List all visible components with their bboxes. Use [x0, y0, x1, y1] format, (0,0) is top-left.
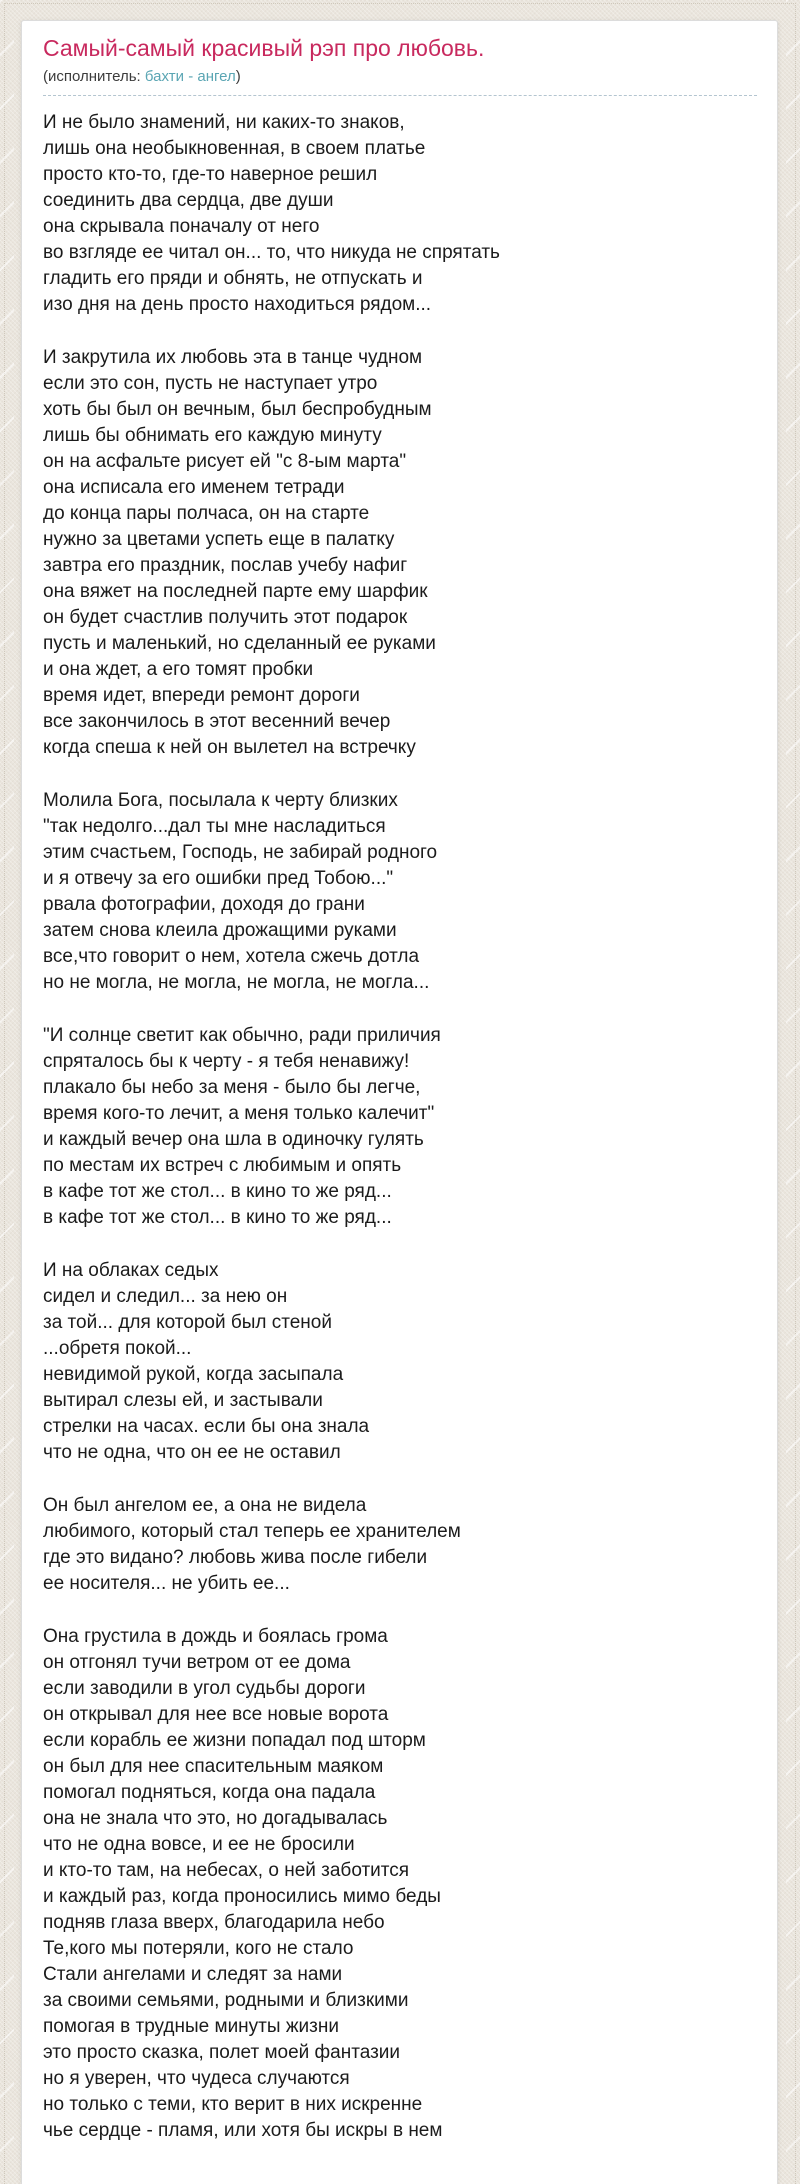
- lyrics-line: время кого-то лечит, а меня только калечит": [43, 1103, 435, 1124]
- lyrics-line: она исписала его именем тетради: [43, 477, 345, 498]
- lyrics-line: лишь она необыкновенная, в своем платье: [43, 138, 426, 159]
- lyrics-line: в кафе тот же стол... в кино то же ряд...: [43, 1207, 392, 1228]
- lyrics-line: но я уверен, что чудеса случаются: [43, 2068, 350, 2089]
- lyrics-line: если это сон, пусть не наступает утро: [43, 373, 378, 394]
- lyrics-stanza: [43, 1023, 757, 1231]
- content-panel: [21, 20, 778, 2184]
- performer-row: [43, 68, 757, 96]
- lyrics-line: подняв глаза вверх, благодарила небо: [43, 1912, 385, 1933]
- lyrics-line: и кто-то там, на небесах, о ней заботится: [43, 1860, 410, 1881]
- lyrics-line: плакало бы небо за меня - было бы легче,: [43, 1077, 421, 1098]
- lyrics-line: пусть и маленький, но сделанный ее руками: [43, 633, 436, 654]
- lyrics-stanza: [43, 345, 757, 761]
- lyrics-line: он на асфальте рисует ей "с 8-ым марта": [43, 451, 407, 472]
- lyrics-line: по местам их встреч с любимым и опять: [43, 1155, 402, 1176]
- lyrics-line: помогал подняться, когда она падала: [43, 1782, 376, 1803]
- lyrics-line: он был для нее спасительным маяком: [43, 1756, 384, 1777]
- song-title: Самый-самый красивый рэп про любовь.: [43, 35, 485, 61]
- lyrics-line: гладить его пряди и обнять, не отпускать и: [43, 268, 423, 289]
- left-edge-texture: [0, 0, 14, 2184]
- lyrics-line: невидимой рукой, когда засыпала: [43, 1364, 344, 1385]
- lyrics-line: и она ждет, а его томят пробки: [43, 659, 314, 680]
- lyrics-line: и каждый вечер она шла в одиночку гулять: [43, 1129, 424, 1150]
- lyrics-line: просто кто-то, где-то наверное решил: [43, 164, 378, 185]
- lyrics-line: за той... для которой был стеной: [43, 1312, 332, 1333]
- lyrics-line: если заводили в угол судьбы дороги: [43, 1678, 366, 1699]
- performer-link[interactable]: бахти - ангел: [144, 68, 236, 85]
- lyrics-stanza: [43, 788, 757, 996]
- lyrics-text: [43, 110, 757, 2144]
- lyrics-line: в кафе тот же стол... в кино то же ряд...: [43, 1181, 392, 1202]
- lyrics-line: И на облаках седых: [43, 1260, 219, 1281]
- lyrics-line: она вяжет на последней парте ему шарфик: [43, 581, 428, 602]
- lyrics-line: Молила Бога, посылала к черту близких: [43, 790, 398, 811]
- lyrics-line: но только с теми, кто верит в них искренне: [43, 2094, 423, 2115]
- lyrics-line: ...обретя покой...: [43, 1338, 192, 1359]
- lyrics-line: что не одна вовсе, и ее не бросили: [43, 1834, 355, 1855]
- lyrics-line: Стали ангелами и следят за нами: [43, 1964, 343, 1985]
- lyrics-stanza: [43, 1258, 757, 1466]
- lyrics-line: соединить два сердца, две души: [43, 190, 334, 211]
- performer-close-paren: ): [235, 68, 241, 85]
- lyrics-line: Она грустила в дождь и боялась грома: [43, 1626, 388, 1647]
- lyrics-line: этим счастьем, Господь, не забирай родного: [43, 842, 438, 863]
- lyrics-line: Те,кого мы потеряли, кого не стало: [43, 1938, 354, 1959]
- lyrics-line: и каждый раз, когда проносились мимо беды: [43, 1886, 441, 1907]
- lyrics-line: все,что говорит о нем, хотела сжечь дотла: [43, 946, 420, 967]
- lyrics-line: любимого, который стал теперь ее хранителем: [43, 1521, 461, 1542]
- lyrics-line: он будет счастлив получить этот подарок: [43, 607, 408, 628]
- lyrics-line: завтра его праздник, послав учебу нафиг: [43, 555, 408, 576]
- lyrics-line: Он был ангелом ее, а она не видела: [43, 1495, 367, 1516]
- lyrics-line: во взгляде ее читал он... то, что никуда не спрятать: [43, 242, 500, 263]
- lyrics-line: когда спеша к ней он вылетел на встречку: [43, 737, 416, 758]
- lyrics-line: все закончилось в этот весенний вечер: [43, 711, 391, 732]
- lyrics-line: лишь бы обнимать его каждую минуту: [43, 425, 382, 446]
- lyrics-line: "так недолго...дал ты мне насладиться: [43, 816, 386, 837]
- lyrics-line: вытирал слезы ей, и застывали: [43, 1390, 323, 1411]
- lyrics-line: она не знала что это, но догадывалась: [43, 1808, 388, 1829]
- lyrics-line: что не одна, что он ее не оставил: [43, 1442, 341, 1463]
- lyrics-line: он отгонял тучи ветром от ее дома: [43, 1652, 351, 1673]
- lyrics-stanza: [43, 110, 757, 318]
- lyrics-line: она скрывала поначалу от него: [43, 216, 320, 237]
- lyrics-line: и я отвечу за его ошибки пред Тобою...": [43, 868, 394, 889]
- lyrics-line: но не могла, не могла, не могла, не могла...: [43, 972, 430, 993]
- lyrics-line: И не было знамений, ни каких-то знаков,: [43, 112, 405, 133]
- lyrics-line: хоть бы был он вечным, был беспробудным: [43, 399, 432, 420]
- right-edge-texture: [786, 0, 800, 2184]
- lyrics-line: спряталось бы к черту - я тебя ненавижу!: [43, 1051, 410, 1072]
- lyrics-line: рвала фотографии, доходя до грани: [43, 894, 365, 915]
- lyrics-stanza: [43, 1624, 757, 2144]
- lyrics-line: ее носителя... не убить ее...: [43, 1573, 290, 1594]
- lyrics-line: где это видано? любовь жива после гибели: [43, 1547, 428, 1568]
- lyrics-line: сидел и следил... за нею он: [43, 1286, 288, 1307]
- performer-label: (исполнитель:: [43, 68, 141, 85]
- lyrics-line: помогая в трудные минуты жизни: [43, 2016, 339, 2037]
- lyrics-line: стрелки на часах. если бы она знала: [43, 1416, 370, 1437]
- lyrics-line: до конца пары полчаса, он на старте: [43, 503, 370, 524]
- lyrics-line: если корабль ее жизни попадал под шторм: [43, 1730, 426, 1751]
- lyrics-line: затем снова клеила дрожащими руками: [43, 920, 397, 941]
- lyrics-line: "И солнце светит как обычно, ради приличия: [43, 1025, 441, 1046]
- lyrics-line: чье сердце - пламя, или хотя бы искры в нем: [43, 2120, 443, 2141]
- lyrics-line: изо дня на день просто находиться рядом...: [43, 294, 432, 315]
- lyrics-line: он открывал для нее все новые ворота: [43, 1704, 389, 1725]
- lyrics-line: нужно за цветами успеть еще в палатку: [43, 529, 395, 550]
- lyrics-line: время идет, впереди ремонт дороги: [43, 685, 360, 706]
- lyrics-line: это просто сказка, полет моей фантазии: [43, 2042, 401, 2063]
- lyrics-stanza: [43, 1493, 757, 1597]
- lyrics-line: за своими семьями, родными и близкими: [43, 1990, 409, 2011]
- lyrics-line: И закрутила их любовь эта в танце чудном: [43, 347, 423, 368]
